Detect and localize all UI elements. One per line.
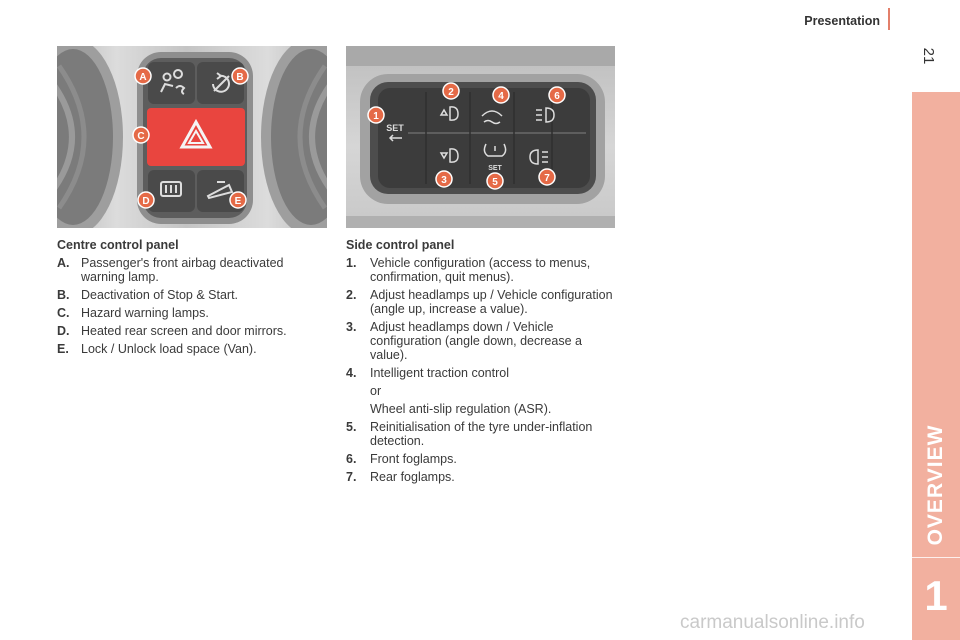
- legend-text: Front foglamps.: [370, 452, 457, 466]
- legend-text: Adjust headlamps down / Vehicle configuration (angle down, decrease a value).: [370, 320, 582, 362]
- side-panel-illustration: [346, 46, 615, 228]
- callout-1: [368, 107, 384, 123]
- legend-text: Reinitialisation of the tyre under-inflation detection.: [370, 420, 593, 448]
- header-rule: [888, 8, 890, 30]
- page-number: 21: [920, 47, 937, 65]
- callout-c: [133, 127, 149, 143]
- legend-text: Rear foglamps.: [370, 470, 455, 484]
- svg-text:B: B: [236, 72, 244, 83]
- legend-item: [57, 288, 327, 302]
- legend-or: or: [370, 384, 382, 398]
- right-air-vent: [261, 46, 327, 228]
- legend-text: Hazard warning lamps.: [81, 306, 209, 320]
- hazard-button[interactable]: [147, 108, 245, 166]
- svg-text:1: 1: [373, 111, 379, 122]
- callout-3: [436, 171, 452, 187]
- centre-panel-illustration: [57, 46, 327, 228]
- legend-item: [346, 256, 616, 284]
- legend-text: Heated rear screen and door mirrors.: [81, 324, 287, 338]
- legend-item: [346, 288, 616, 316]
- callout-b: [232, 68, 248, 84]
- chapter-tab-divider: [912, 557, 960, 558]
- legend-key: 5.: [346, 420, 357, 434]
- side-panel-heading: Side control panel: [346, 238, 455, 252]
- legend-text: Vehicle configuration (access to menus, confirmation, quit menus).: [370, 256, 591, 284]
- callout-d: [138, 192, 154, 208]
- svg-text:3: 3: [441, 175, 447, 186]
- callout-a: [135, 68, 151, 84]
- legend-item: [346, 366, 616, 380]
- legend-key: E.: [57, 342, 69, 356]
- svg-text:2: 2: [448, 87, 454, 98]
- legend-key: D.: [57, 324, 70, 338]
- legend-text: Adjust headlamps up / Vehicle configuration (angle up, increase a value).: [370, 288, 613, 316]
- side-control-panel-photo: [346, 46, 615, 228]
- svg-text:A: A: [139, 72, 147, 83]
- chapter-title: OVERVIEW: [924, 424, 947, 546]
- legend-key: 7.: [346, 470, 357, 484]
- svg-text:6: 6: [554, 91, 560, 102]
- legend-item: [346, 452, 616, 466]
- watermark: carmanualsonline.info: [680, 612, 865, 633]
- legend-item: [57, 324, 327, 338]
- legend-key: B.: [57, 288, 70, 302]
- svg-text:D: D: [142, 196, 150, 207]
- legend-key: 3.: [346, 320, 357, 334]
- left-air-vent: [57, 46, 123, 228]
- svg-text:7: 7: [544, 173, 550, 184]
- callout-7: [539, 169, 555, 185]
- svg-text:SET: SET: [386, 123, 404, 133]
- legend-key: 1.: [346, 256, 357, 270]
- svg-text:4: 4: [498, 91, 504, 102]
- svg-text:5: 5: [492, 177, 498, 188]
- legend-item: [346, 470, 616, 484]
- chapter-number: 1: [924, 572, 948, 619]
- legend-text: Lock / Unlock load space (Van).: [81, 342, 257, 356]
- callout-e: [230, 192, 246, 208]
- legend-item: [346, 420, 616, 448]
- legend-item: [57, 306, 327, 320]
- header-title: Presentation: [804, 14, 880, 28]
- callout-5: [487, 173, 503, 189]
- legend-key: C.: [57, 306, 70, 320]
- legend-text: Deactivation of Stop & Start.: [81, 288, 239, 302]
- callout-4: [493, 87, 509, 103]
- svg-text:E: E: [234, 196, 242, 207]
- legend-alt-text: Wheel anti-slip regulation (ASR).: [370, 402, 552, 416]
- legend-item: [346, 320, 616, 362]
- legend-key: 6.: [346, 452, 357, 466]
- chapter-tab[interactable]: [912, 92, 960, 640]
- legend-text: Intelligent traction control: [370, 366, 509, 380]
- legend-key: A.: [57, 256, 70, 270]
- callout-2: [443, 83, 459, 99]
- legend-text: Passenger's front airbag deactivated warning lamp.: [81, 256, 284, 284]
- legend-item: [57, 256, 327, 284]
- callout-6: [549, 87, 565, 103]
- centre-panel-legend: [57, 238, 327, 360]
- svg-text:C: C: [137, 131, 145, 142]
- legend-key: 2.: [346, 288, 357, 302]
- legend-item: [57, 342, 327, 356]
- side-panel-legend: [346, 238, 616, 488]
- legend-key: 4.: [346, 366, 357, 380]
- centre-control-panel-photo: [57, 46, 327, 228]
- svg-text:SET: SET: [488, 165, 502, 172]
- airbag-button[interactable]: [148, 62, 195, 104]
- centre-panel-heading: Centre control panel: [57, 238, 179, 252]
